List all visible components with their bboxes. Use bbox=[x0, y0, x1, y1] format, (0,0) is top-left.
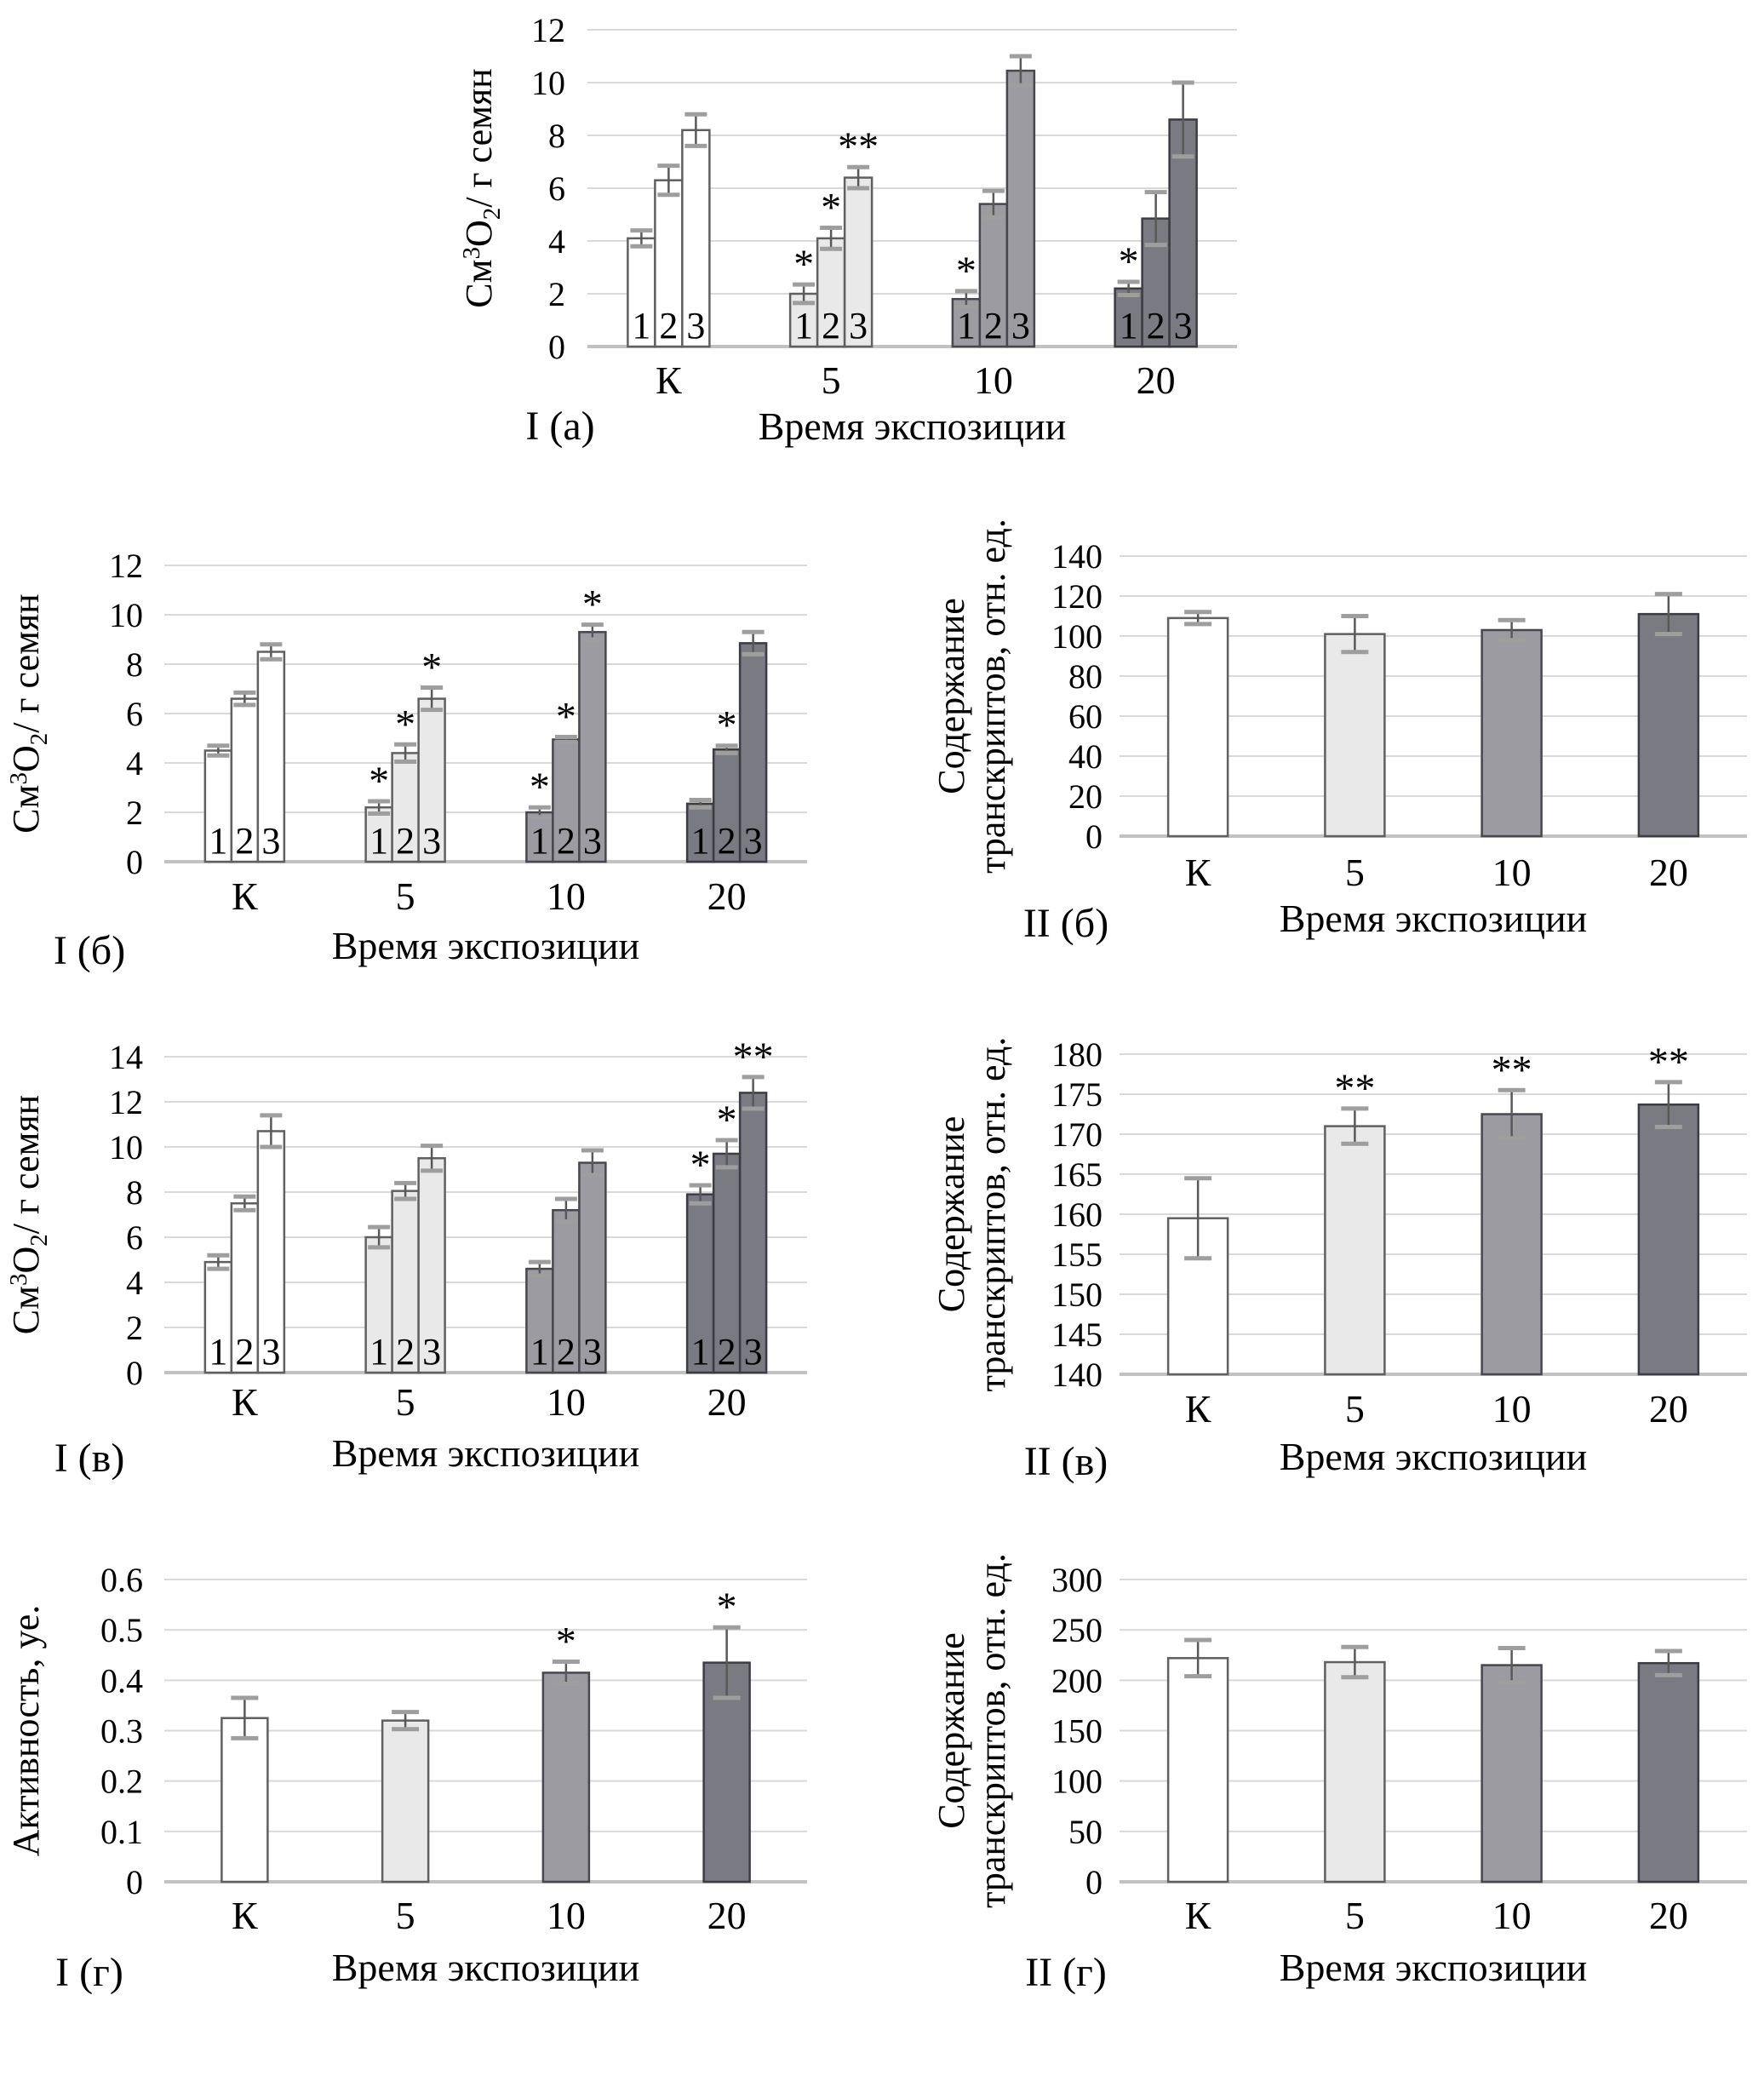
bar-series-number: 1 bbox=[530, 820, 549, 862]
bar-series-number: 2 bbox=[556, 1331, 576, 1373]
x-axis-title: Время экспозиции bbox=[1279, 1946, 1588, 1989]
y-tick-label: 165 bbox=[1051, 1155, 1102, 1194]
bar-series-number: 3 bbox=[1011, 305, 1030, 347]
x-axis-title: Время экспозиции bbox=[1279, 1435, 1588, 1478]
bar-series-number: 2 bbox=[822, 305, 841, 347]
bar-series-number: 2 bbox=[983, 305, 1003, 347]
x-category-label: 5 bbox=[1344, 1387, 1365, 1431]
y-axis-title: транскриптов, отн. ед. bbox=[971, 1036, 1013, 1392]
bar-series-number: 3 bbox=[686, 305, 706, 347]
x-category-label: 20 bbox=[1648, 851, 1688, 894]
panel-label: II (б) bbox=[1022, 901, 1109, 946]
x-category-label: 20 bbox=[1648, 1387, 1688, 1431]
y-axis-title: Содержание bbox=[931, 598, 972, 794]
y-tick-label: 6 bbox=[548, 169, 565, 208]
bar-series-number: 2 bbox=[396, 820, 415, 862]
bar-К-1 bbox=[1168, 1658, 1228, 1882]
y-tick-label: 150 bbox=[1051, 1276, 1102, 1314]
y-axis-title: Активность, уе. bbox=[5, 1604, 47, 1857]
bar-series-number: 1 bbox=[209, 820, 228, 862]
significance-star: * bbox=[716, 1585, 737, 1631]
y-tick-label: 20 bbox=[1068, 777, 1102, 816]
panel-label: I (а) bbox=[525, 404, 595, 449]
bar-К-1 bbox=[221, 1718, 267, 1882]
y-tick-label: 120 bbox=[1051, 577, 1102, 616]
bar-20-1 bbox=[1639, 1663, 1698, 1882]
bar-20-1 bbox=[1639, 614, 1698, 836]
bar-series-number: 2 bbox=[235, 1331, 255, 1373]
bar-series-number: 2 bbox=[396, 1331, 415, 1373]
significance-star: * bbox=[369, 758, 390, 804]
y-tick-label: 155 bbox=[1051, 1236, 1102, 1274]
bar-series-number: 3 bbox=[743, 820, 763, 862]
y-tick-label: 0 bbox=[126, 1863, 143, 1901]
y-tick-label: 14 bbox=[109, 1038, 143, 1076]
bar-series-number: 3 bbox=[422, 820, 442, 862]
y-tick-label: 0.5 bbox=[100, 1611, 143, 1650]
y-tick-label: 4 bbox=[548, 222, 565, 261]
y-tick-label: 10 bbox=[531, 64, 565, 102]
y-tick-label: 0 bbox=[548, 328, 565, 366]
chart-II-g bbox=[931, 1553, 1747, 1995]
x-category-label: К bbox=[232, 874, 258, 918]
bar-10-1 bbox=[1482, 1115, 1542, 1375]
bar-series-number: 3 bbox=[582, 820, 602, 862]
significance-star: * bbox=[716, 1098, 737, 1144]
x-category-label: 20 bbox=[1136, 358, 1176, 402]
y-tick-label: 6 bbox=[126, 1218, 143, 1257]
significance-star: * bbox=[793, 242, 815, 288]
y-tick-label: 0.6 bbox=[100, 1561, 143, 1599]
significance-star: * bbox=[955, 248, 976, 294]
y-tick-label: 10 bbox=[109, 596, 143, 634]
x-axis-title: Время экспозиции bbox=[331, 924, 640, 967]
y-axis-title: транскриптов, отн. ед. bbox=[971, 1553, 1013, 1908]
y-tick-label: 50 bbox=[1068, 1812, 1102, 1851]
y-tick-label: 2 bbox=[548, 275, 565, 313]
panel-label: II (г) bbox=[1025, 1950, 1107, 1995]
y-tick-label: 250 bbox=[1051, 1611, 1102, 1650]
x-category-label: 20 bbox=[1648, 1894, 1688, 1937]
y-tick-label: 10 bbox=[109, 1128, 143, 1167]
significance-star: * bbox=[716, 702, 737, 748]
y-axis-title: $См^3О_2/$ г семян bbox=[458, 68, 506, 308]
y-tick-label: 100 bbox=[1051, 617, 1102, 656]
significance-star: * bbox=[821, 185, 842, 231]
chart-I-a bbox=[458, 11, 1237, 449]
x-category-label: 10 bbox=[546, 874, 586, 918]
significance-star: ** bbox=[838, 124, 879, 170]
bar-К-1 bbox=[1168, 618, 1228, 836]
x-category-label: 20 bbox=[707, 874, 747, 918]
chart-II-b bbox=[931, 519, 1747, 946]
significance-star: ** bbox=[1647, 1039, 1689, 1085]
panel-label: I (б) bbox=[53, 928, 126, 973]
y-tick-label: 300 bbox=[1051, 1561, 1102, 1599]
bar-series-number: 3 bbox=[849, 305, 868, 347]
x-category-label: К bbox=[1184, 1894, 1211, 1937]
bar-10-1 bbox=[543, 1672, 589, 1882]
panel-label: I (г) bbox=[55, 1950, 123, 1995]
chart-I-v bbox=[5, 1035, 807, 1481]
significance-star: ** bbox=[1334, 1065, 1376, 1111]
x-axis-title: Время экспозиции bbox=[758, 404, 1067, 448]
x-category-label: К bbox=[1184, 851, 1211, 894]
bar-5-1 bbox=[382, 1721, 428, 1882]
y-tick-label: 2 bbox=[126, 1309, 143, 1347]
x-category-label: 20 bbox=[707, 1380, 747, 1424]
y-tick-label: 160 bbox=[1051, 1195, 1102, 1234]
y-tick-label: 2 bbox=[126, 794, 143, 832]
bar-5-1 bbox=[1325, 1127, 1384, 1374]
x-category-label: 10 bbox=[973, 358, 1013, 402]
y-axis-title: $См^3О_2/$ г семян bbox=[5, 1094, 53, 1335]
bar-series-number: 2 bbox=[717, 1331, 736, 1373]
x-category-label: 5 bbox=[821, 358, 841, 402]
y-tick-label: 140 bbox=[1051, 1356, 1102, 1394]
y-tick-label: 8 bbox=[548, 117, 565, 155]
y-tick-label: 150 bbox=[1051, 1711, 1102, 1751]
y-axis-title: транскриптов, отн. ед. bbox=[971, 519, 1013, 874]
bar-series-number: 2 bbox=[659, 305, 679, 347]
bar-series-number: 3 bbox=[261, 820, 281, 862]
x-category-label: 5 bbox=[395, 874, 415, 918]
y-tick-label: 4 bbox=[126, 1264, 143, 1302]
x-category-label: 10 bbox=[1492, 851, 1532, 894]
y-tick-label: 12 bbox=[109, 547, 143, 585]
significance-star: * bbox=[421, 645, 443, 691]
x-category-label: 5 bbox=[1344, 851, 1365, 894]
significance-star: * bbox=[1118, 239, 1139, 285]
bar-20-1 bbox=[1639, 1104, 1698, 1374]
bar-5-1 bbox=[1325, 1662, 1384, 1882]
x-category-label: 5 bbox=[1344, 1894, 1365, 1937]
y-tick-label: 60 bbox=[1068, 697, 1102, 736]
bar-series-number: 1 bbox=[369, 820, 389, 862]
y-tick-label: 4 bbox=[126, 744, 143, 783]
significance-star: * bbox=[529, 765, 550, 811]
bar-series-number: 3 bbox=[743, 1331, 763, 1373]
y-tick-label: 170 bbox=[1051, 1115, 1102, 1154]
bar-series-number: 3 bbox=[582, 1331, 602, 1373]
y-tick-label: 12 bbox=[531, 11, 565, 49]
panel-label: I (в) bbox=[54, 1436, 125, 1481]
significance-star: * bbox=[690, 1143, 711, 1189]
significance-star: * bbox=[581, 582, 603, 628]
bar-series-number: 1 bbox=[690, 1331, 710, 1373]
x-category-label: К bbox=[232, 1380, 258, 1424]
bar-series-number: 3 bbox=[422, 1331, 442, 1373]
bar-series-number: 1 bbox=[794, 305, 814, 347]
x-category-label: 20 bbox=[707, 1894, 747, 1937]
y-tick-label: 145 bbox=[1051, 1316, 1102, 1354]
x-axis-title: Время экспозиции bbox=[331, 1946, 640, 1989]
y-tick-label: 0.3 bbox=[100, 1711, 143, 1751]
y-tick-label: 140 bbox=[1051, 537, 1102, 576]
x-category-label: 10 bbox=[1492, 1894, 1532, 1937]
y-tick-label: 175 bbox=[1051, 1075, 1102, 1114]
x-category-label: 10 bbox=[546, 1894, 586, 1937]
bar-series-number: 1 bbox=[632, 305, 651, 347]
bar-series-number: 2 bbox=[1146, 305, 1166, 347]
y-tick-label: 200 bbox=[1051, 1661, 1102, 1700]
significance-star: * bbox=[555, 694, 576, 740]
significance-star: ** bbox=[1491, 1047, 1532, 1093]
y-tick-label: 8 bbox=[126, 645, 143, 684]
x-category-label: 5 bbox=[395, 1894, 415, 1937]
bar-series-number: 1 bbox=[530, 1331, 549, 1373]
bar-series-number: 3 bbox=[261, 1331, 281, 1373]
y-axis-title: Содержание bbox=[931, 1632, 972, 1829]
bar-series-number: 2 bbox=[235, 820, 255, 862]
x-axis-title: Время экспозиции bbox=[1279, 897, 1588, 940]
y-tick-label: 0 bbox=[126, 1354, 143, 1392]
x-category-label: 5 bbox=[395, 1380, 415, 1424]
bar-10-1 bbox=[1482, 630, 1542, 836]
y-tick-label: 6 bbox=[126, 695, 143, 733]
bar-5-1 bbox=[1325, 634, 1384, 836]
x-axis-title: Время экспозиции bbox=[331, 1431, 640, 1475]
y-axis-title: Содержание bbox=[931, 1115, 972, 1313]
chart-I-b bbox=[5, 547, 807, 973]
x-category-label: К bbox=[656, 358, 682, 402]
y-axis-title: $См^3О_2/$ г семян bbox=[5, 593, 53, 834]
bar-series-number: 1 bbox=[1119, 305, 1138, 347]
significance-star: ** bbox=[732, 1034, 774, 1080]
chart-I-g bbox=[5, 1561, 807, 1995]
y-tick-label: 0.2 bbox=[100, 1762, 143, 1801]
chart-II-v bbox=[931, 1035, 1747, 1484]
y-tick-label: 0 bbox=[1085, 817, 1102, 856]
bar-series-number: 3 bbox=[1173, 305, 1193, 347]
bar-series-number: 1 bbox=[369, 1331, 389, 1373]
bar-series-number: 2 bbox=[556, 820, 576, 862]
y-tick-label: 0.4 bbox=[100, 1661, 143, 1700]
y-tick-label: 80 bbox=[1068, 657, 1102, 696]
bar-series-number: 1 bbox=[209, 1331, 228, 1373]
significance-star: * bbox=[395, 702, 416, 748]
significance-star: * bbox=[555, 1619, 576, 1665]
bar-series-number: 2 bbox=[717, 820, 736, 862]
bar-series-number: 1 bbox=[690, 820, 710, 862]
x-category-label: 10 bbox=[546, 1380, 586, 1424]
y-tick-label: 100 bbox=[1051, 1762, 1102, 1801]
x-category-label: К bbox=[232, 1894, 258, 1937]
y-tick-label: 0 bbox=[1085, 1863, 1102, 1901]
y-tick-label: 180 bbox=[1051, 1035, 1102, 1074]
bar-series-number: 1 bbox=[956, 305, 976, 347]
x-category-label: К bbox=[1184, 1387, 1211, 1431]
x-category-label: 10 bbox=[1492, 1387, 1532, 1431]
y-tick-label: 40 bbox=[1068, 737, 1102, 776]
y-tick-label: 0.1 bbox=[100, 1812, 143, 1851]
panel-label: II (в) bbox=[1023, 1439, 1108, 1484]
y-tick-label: 12 bbox=[109, 1083, 143, 1121]
y-tick-label: 0 bbox=[126, 843, 143, 881]
bar-10-1 bbox=[1482, 1666, 1542, 1882]
y-tick-label: 8 bbox=[126, 1173, 143, 1212]
